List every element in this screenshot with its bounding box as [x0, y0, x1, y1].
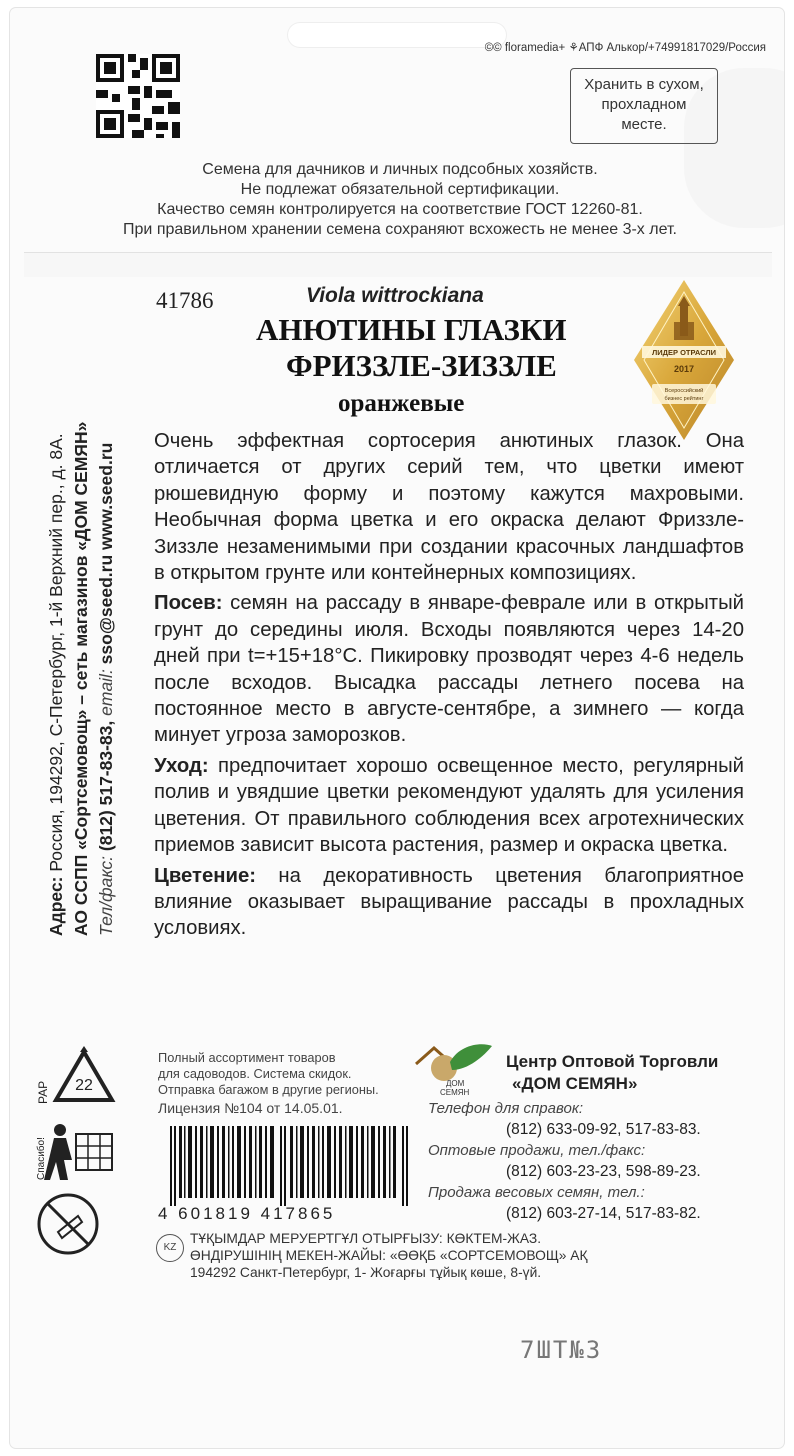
email-value: sso@seed.ru: [96, 554, 116, 670]
article-number: 41786: [156, 288, 214, 313]
badge-year: 2017: [673, 364, 695, 374]
kazakh-block: [190, 1230, 588, 1281]
qr-code-icon: [96, 54, 180, 138]
certification-line: Качество семян контролируется на соответствие ГОСТ 12260-81.: [157, 201, 643, 218]
hang-hole: [287, 22, 507, 48]
certification-line: Не подлежат обязательной сертификации.: [240, 181, 560, 198]
badge-line1: ЛИДЕР ОТРАСЛИ: [652, 348, 716, 357]
barcode-number: 4 601819 417865: [158, 1204, 336, 1223]
trash-bin-icon: [44, 1120, 116, 1184]
no-litter-icon: [36, 1192, 100, 1256]
contact-phones: (812) 603-27-14, 517-83-82.: [506, 1205, 701, 1222]
badge-line2: Всероссийский: [664, 388, 704, 394]
barcode-icon: [170, 1126, 410, 1206]
kazakh-line: ТҰҚЫМДАР МЕРУЕРТГҰЛ ОТЫРҒЫЗУ: КӨКТЕМ-ЖАЗ.: [190, 1231, 542, 1246]
sowing-paragraph: [154, 590, 744, 748]
latin-name: Viola wittrockiana: [306, 284, 484, 307]
assortment-line: Полный ассортимент товаров: [158, 1050, 336, 1065]
tel-label: Тел/факс:: [96, 855, 116, 936]
care-text: предпочитает хорошо освещенное место, регулярный полив и увядшие цветки рекомендуют удалять для усиления цветения. От правильного соблюдения всех агротехнических приемов зависит высота растения, размер и окраска цветка.: [154, 754, 744, 857]
contacts-block: [428, 1098, 701, 1224]
address-text: Россия, 194292, С-Петербург, 1-й Верхний пер., д. 8А.: [46, 433, 66, 877]
description-block: [154, 428, 744, 942]
care-paragraph: [154, 753, 744, 859]
bloom-paragraph: [154, 863, 744, 942]
certification-line: Семена для дачников и личных подсобных хозяйств.: [202, 161, 598, 178]
storage-line: прохладном: [601, 96, 687, 113]
product-title-line1: АНЮТИНЫ ГЛАЗКИ: [256, 312, 567, 347]
website: www.seed.ru: [96, 442, 116, 555]
contact-phones: (812) 603-23-23, 598-89-23.: [506, 1163, 701, 1180]
company-name: АО ССПП «Сортсемовощ» – сеть магазинов «ДОМ СЕМЯН»: [71, 421, 91, 936]
care-label: Уход:: [154, 754, 209, 777]
logo-text-1: ДОМ: [446, 1079, 465, 1088]
contact-label: Продажа весовых семян, тел.:: [428, 1184, 645, 1201]
company-line1: Центр Оптовой Торговли: [506, 1052, 719, 1071]
company-line2: «ДОМ СЕМЯН»: [512, 1074, 638, 1093]
thanks-label: Спасибо!: [36, 1137, 47, 1180]
certification-block: [60, 160, 740, 240]
address-label: Адрес:: [46, 876, 66, 936]
kz-badge: KZ: [156, 1234, 184, 1262]
recycle-label: PAP: [36, 1080, 50, 1104]
product-color: оранжевые: [338, 390, 465, 417]
tel-value: (812) 517-83-83,: [96, 720, 116, 856]
batch-stamp: 7ШТ№3: [520, 1336, 603, 1364]
product-title-line2: ФРИЗЗЛЕ-ЗИЗЗЛЕ: [286, 348, 557, 383]
description-intro: Очень эффектная сортосерия анютиных глазок. Она отличается от других серий тем, что цветки имеют рюшевидную форму и поэтому кажутся махровыми. Необычная форма цветка и его окраска делают Фриззле-Зиззле незаменимыми при создании красочных ландшафтов в открытом грунте или контейнерных композициях.: [154, 430, 744, 585]
badge-line3: бизнес рейтинг: [664, 396, 704, 402]
vertical-contact-block: [44, 296, 124, 936]
contact-label: Оптовые продажи, тел./факс:: [428, 1142, 646, 1159]
assortment-block: [158, 1050, 379, 1098]
sowing-label: Посев:: [154, 592, 223, 615]
kazakh-line: ӨНДІРУШІНІҢ МЕКЕН-ЖАЙЫ: «ӨӨҚБ «СОРТСЕМОВОЩ» АҚ: [190, 1248, 588, 1263]
bloom-text: на декоративность цветения благоприятное влияние оказывает выращивание рассады в прохладных условиях.: [154, 864, 744, 940]
contact-phones: (812) 633-09-92, 517-83-83.: [506, 1121, 701, 1138]
copyright-line: ©© floramedia+ ⚘АПФ Алькор/+74991817029/Россия: [484, 42, 766, 54]
logo-text-2: СЕМЯН: [440, 1088, 470, 1096]
sowing-text: семян на рассаду в январе-феврале или в открытый грунт до середины июля. Всходы появляются через 14-20 дней при t=+15+18°С. Пикировку прозводят через 4-6 недель после всходов. Высадка рассады летнего посева на постоянное место в августе-сентябре, а зимнего — когда минует угроза заморозков.: [154, 592, 744, 747]
storage-line: Хранить в сухом,: [584, 76, 704, 93]
recycle-icon: [52, 1046, 116, 1110]
license-line: Лицензия №104 от 14.05.01.: [158, 1100, 343, 1116]
industry-leader-badge: [634, 280, 734, 440]
dom-semyan-logo-icon: [412, 1040, 496, 1096]
bloom-label: Цветение:: [154, 864, 256, 887]
storage-line: месте.: [621, 116, 667, 133]
email-label: email:: [96, 669, 116, 721]
storage-box: [570, 68, 718, 144]
certification-line: При правильном хранении семена сохраняют всхожесть не менее 3-х лет.: [123, 221, 677, 238]
assortment-line: для садоводов. Система скидок.: [158, 1066, 352, 1081]
contact-label: Телефон для справок:: [428, 1100, 584, 1117]
section-divider: [24, 252, 772, 277]
recycle-code: 22: [75, 1077, 93, 1094]
assortment-line: Отправка багажом в другие регионы.: [158, 1082, 379, 1097]
kazakh-line: 194292 Санкт-Петербург, 1- Жоғарғы тұйық көше, 8-үй.: [190, 1265, 542, 1280]
